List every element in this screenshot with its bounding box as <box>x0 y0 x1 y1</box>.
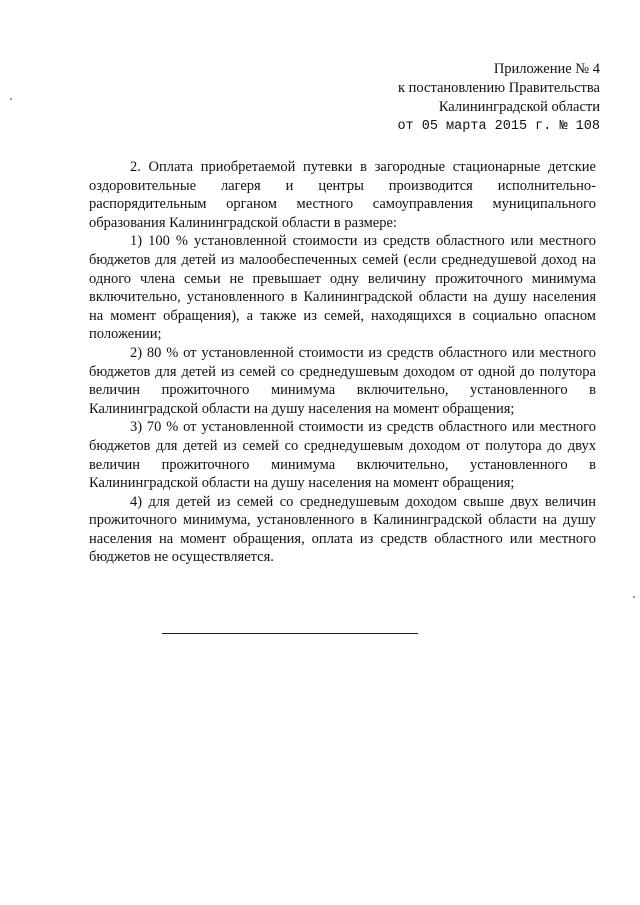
scan-artifact <box>10 98 12 100</box>
closing-divider-line <box>162 633 418 634</box>
document-body <box>89 158 596 567</box>
paragraph-item-2: 2) 80 % от установленной стоимости из средств областного или местного бюджетов для детей из семей со среднедушевым доходом от одной до полутора величин прожиточного минимума включительно, установленного в Калининградской области на душу населения на момент обращения; <box>89 344 596 417</box>
paragraph-item-4: 4) для детей из семей со среднедушевым доходом свыше двух величин прожиточного минимума, установленного в Калининградской области на душу населения на момент обращения, оплата из средств областного или местного бюджетов не осуществляется. <box>89 493 596 566</box>
appendix-number: Приложение № 4 <box>493 61 600 77</box>
paragraph-payment-intro: 2. Оплата приобретаемой путевки в загородные стационарные детские оздоровительные лагеря и центры производится исполнительно-распорядительным органом местного самоуправления муниципального образования Калининградской области в размере: <box>89 159 596 231</box>
paragraph-item-3: 3) 70 % от установленной стоимости из средств областного или местного бюджетов для детей из семей со среднедушевым доходом от полутора до двух величин прожиточного минимума включительно, установленного в Калининградской области на душу населения на момент обращения; <box>89 419 596 492</box>
paragraph-item-1: 1) 100 % установленной стоимости из средств областного или местного бюджетов для детей из малообеспеченных семей (если среднедушевой доход на одного члена семьи не превышает одну величину прожиточного минимума включительно, установленного в Калининградской области на душу населения на момент обращения), а также из семей, находящихся в социально опасном положении; <box>89 233 596 343</box>
appendix-reference: к постановлению Правительства <box>398 80 600 96</box>
appendix-region: Калининградской области <box>438 99 600 115</box>
appendix-header <box>330 60 600 136</box>
scan-artifact <box>633 596 635 598</box>
appendix-date: от 05 марта 2015 г. № 108 <box>397 119 600 134</box>
